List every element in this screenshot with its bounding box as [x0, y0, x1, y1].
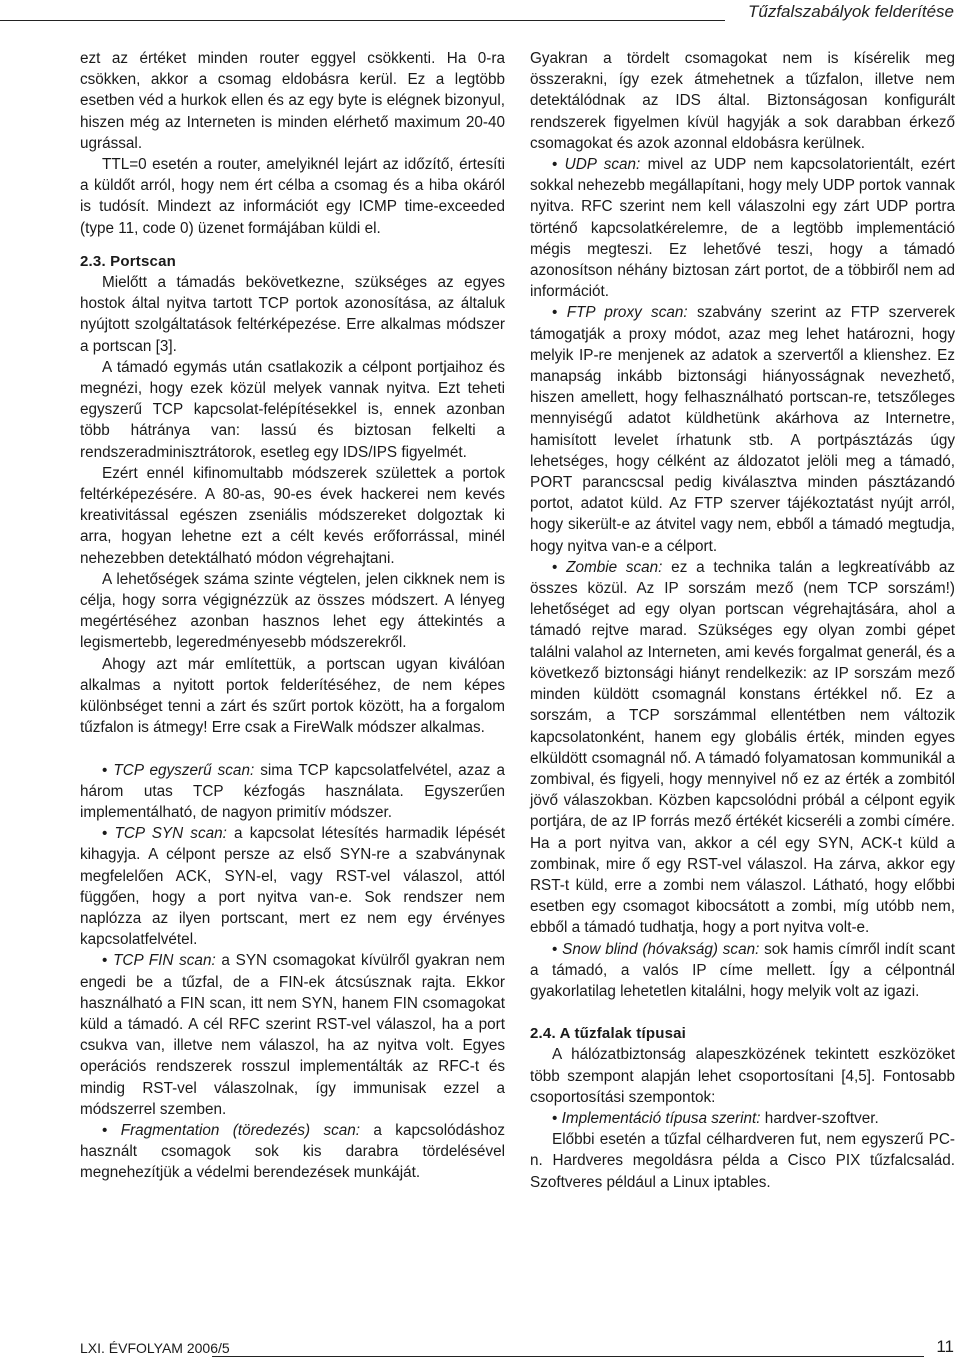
paragraph: A lehetőségek száma szinte végtelen, jelen cikknek nem is célja, hogy sorra végignézzük az összes módszert. A lényeg megértéséhez azonban hasznos lehet egy áttekintés a legismertebb, legeredményesebb módszerekről. — [80, 570, 505, 652]
bullet-tcp-fin — [80, 950, 505, 1120]
paragraph: Ahogy azt már említettük, a portscan ugyan kiválóan alkalmas a nyitott portok felderítéséhez, de nem képes különbséget tenni a zárt és szűrt portok között, ha a forgalom tűzfalon is átmegy! Erre csak a FireWalk módszer alkalmas. — [80, 655, 505, 737]
paragraph: ezt az értéket minden router eggyel csökkenti. Ha 0-ra csökken, akkor a csomag eldobásra kerül. Ez a legtöbb esetben véd a hurkok ellen és az egy byte is elégnek bizonyul, hiszen még az Interneten is minden elérhető maximum 20-40 ugrással. — [80, 50, 505, 152]
bullet-icon: • — [552, 940, 558, 958]
bullet-text: a SYN csomagokat kívülről gyakran nem engedi be a tűzfal, de a FIN-ek átcsúsznak rajta. Ekkor használható a FIN scan, itt nem SYN, hanem FIN csomagokat küld a támadó. A cél RFC szerint RST-vel válaszol, ha a port csukva van, illetve nem válaszol, ha az nyitva volt. Egyes operációs rendszerek rosszul implementálták az RFC-t és mindig RST-vel válaszolnak, így immunisak ezzel a módszerrel szemben. — [80, 952, 505, 1118]
bullet-snow-blind — [530, 939, 955, 1003]
bullet-text: mivel az UDP nem kapcsolatorientált, ezért sokkal nehezebb megállapítani, hogy mely UDP portok vannak nyitva. RFC szerint nem kell válaszolni egy zárt UDP portra történő kapcsolatkérelemre, de a legtöbb implementáció mégis megteszi. Ez lehetővé teszi, hogy a támadó azonosítson néhány biztosan zárt portot, de a többiről nem ad információt. — [530, 156, 955, 301]
bullet-term: Zombie scan: — [566, 558, 663, 576]
bullet-text: hardver-szoftver. — [760, 1109, 879, 1127]
bullet-text: ez a technika talán a legkreatívább az összes közül. Az IP sorszám mező (nem TCP sorszám!) lehetőséget ad egy olyan portscan végrehajtására, ahol a támadó rejtve marad. Szükséges egy olyan zombi gépet találni valahol az Interneten, ami kevés forgalmat generál, és a következő biztonsági hiányt rendelkezik: az IP sorszám mező minden küldött csomagnál konstans értékkel nő. Ez a sorszám, a TCP sorszámmal ellentétben nem változik kapcsolatonként, hanem egy globális érték, minden egyes elküldött csomagnál nő. A támadó folyamatosan kommunikál a zombival, és figyeli, hogy mennyivel nő ez az érték a zombitól jövő válaszokban. Közben kapcsolódni próbál a célpont egyik portjára, de az IP forrás mező értékét kicseréli a zombi címére. Ha a port nyitva van, akkor a cél egy SYN, ACK-t küld a zombinak, mire ő egy RST-vel válaszol. Ha zárva, akkor egy RST-t küld, erre a zombi nem válaszol. Látható, hogy előbbi esetben egy csomagot kibocsátott a zombi, míg utóbb nem, ebből a támadó tudhatja, hogy a port nyitva volt-e. — [530, 558, 955, 937]
paragraph: Gyakran a tördelt csomagokat nem is kísérelik meg összerakni, így ezek átmehetnek a tűzfalon, illetve nem detektálódnak az IDS által. Biztonságosan konfigurált rendszerek figyelmen kívül hagyják a sok darabban érkező csomagokat és azok azonnal eldobásra kerülnek. — [530, 50, 955, 152]
bullet-ftp-proxy — [530, 302, 955, 556]
footer-rule — [212, 1356, 924, 1357]
bullet-tcp-connect — [80, 760, 505, 824]
bullet-term: Snow blind (hóvakság) scan: — [562, 940, 760, 958]
left-column — [80, 48, 505, 1184]
bullet-icon: • — [552, 304, 558, 322]
paragraph: A támadó egymás után csatlakozik a célpont portjaihoz és megnézi, hogy ezek közül melyek vannak nyitva. Ezt teheti egyszerű TCP kapcsolat-felépítésekkel is, ennek azonban több hátránya van: lassú és biztosan felkelti a rendszeradminisztrátorok, esetleg egy IDS/IPS figyelmét. — [80, 358, 505, 461]
bullet-icon: • — [552, 558, 558, 576]
bullet-icon: • — [552, 1109, 558, 1127]
right-column — [530, 48, 955, 1193]
paragraph: A hálózatbiztonság alapeszközének tekintett eszközöket több szempont alapján lehet csoportosítani [4,5]. Fontosabb csoportosítási szempontok: — [530, 1046, 955, 1106]
section-heading-firewall-types: 2.4. A tűzfalak típusai — [530, 1025, 687, 1043]
bullet-icon: • — [102, 952, 108, 970]
bullet-zombie — [530, 557, 955, 939]
bullet-term: TCP egyszerű scan: — [113, 761, 255, 779]
bullet-term: Fragmentation (töredezés) scan: — [120, 1121, 361, 1139]
bullet-icon: • — [102, 761, 108, 779]
bullet-icon: • — [552, 156, 558, 174]
bullet-term: UDP scan: — [564, 156, 641, 174]
bullet-fragmentation — [80, 1120, 505, 1184]
paragraph: Mielőtt a támadás bekövetkezne, szükséges az egyes hostok által nyitva tartott TCP portok azonosítása, az általuk nyújtott szolgáltatások feltérképezése. Erre alkalmas módszer a portscan [3]. — [80, 274, 505, 355]
bullet-term: Implementáció típusa szerint: — [561, 1109, 761, 1127]
bullet-text: sok hamis címről indít scant a támadó, a valós IP címe mellett. Így a célpontnál gyakorlatilag lehetetlen kitalálni, hogy melyik volt az igazi. — [530, 940, 955, 1000]
page-number: 11 — [936, 1337, 954, 1356]
paragraph: TTL=0 esetén a router, amelyiknél lejárt az időzítő, értesíti a küldőt arról, hogy nem ért célba a csomag és a hiba okáról is tudósít. Mindezt az információt egy ICMP time-exceeded (type 11, code 0) üzenet formájában küldi el. — [80, 156, 505, 237]
bullet-tcp-syn — [80, 823, 505, 950]
header-rule — [0, 20, 725, 21]
bullet-term: FTP proxy scan: — [566, 304, 688, 322]
bullet-text: sima TCP kapcsolatfelvétel, azaz a három utas TCP kézfogás használata. Egyszerűen implementálható, de nagyon primitív módszer. — [80, 761, 505, 821]
bullet-text: a kapcsolat létesítés harmadik lépését kihagyja. A célpont persze az első SYN-re a szabványnak megfelelően ACK, SYN-el, vagy RST-vel válaszol, attól függően, hogy a port nyitva van-e. Sok rendszer nem naplózza az ilyen portscant, mert ez nem egy érvényes kapcsolatfelvétel. — [80, 825, 505, 949]
bullet-text: szabvány szerint az FTP szerverek támogatják a proxy módot, azaz meg lehet határozni, hogy melyik IP-re menjenek az adatok a szervertől a klienshez. Ez manapság inkább biztonsági hiányosságnak nevezhető, hiszen amellett, hogy felhasználható portscan-re, tetszőleges mennyiségű adatot küldhetünk akárhova az Internetre, hamisított levelet írhatunk stb. A portpásztázás úgy lehetséges, hogy célként az áldozatot jelöli meg a támadó, PORT parancscsal pedig kiválasztva minden pásztázandó portot, adatot küld. Az FTP szerver tájékoztatást nyújt arról, hogy sikerült-e az átvitel vagy nem, ebből a támadó megtudja, hogy nyitva van-e a célport. — [530, 304, 955, 555]
bullet-icon: • — [102, 1121, 108, 1139]
bullet-term: TCP FIN scan: — [113, 952, 216, 970]
footer-volume: LXI. ÉVFOLYAM 2006/5 — [80, 1340, 230, 1356]
bullet-text: a kapcsolódáshoz használt csomagok sok kis darabra tördelésével megnehezítjük a védelmi berendezések munkáját. — [80, 1121, 505, 1182]
bullet-term: TCP SYN scan: — [114, 825, 227, 843]
bullet-udp — [530, 154, 955, 302]
running-header-title: Tűzfalszabályok felderítése — [748, 2, 954, 21]
paragraph: Előbbi esetén a tűzfal célhardveren fut, nem egyszerű PC-n. Hardveres megoldásra példa a Cisco PIX tűzfalcsalád. Szoftveres például a Linux iptables. — [530, 1131, 955, 1191]
bullet-icon: • — [102, 825, 108, 843]
bullet-implementation-type — [530, 1108, 955, 1129]
section-heading-portscan: 2.3. Portscan — [80, 252, 176, 270]
paragraph: Ezért ennél kifinomultabb módszerek születtek a portok feltérképezésére. A 80-as, 90-es évek hackerei nem kevés kreativitással egészen zseniális módszereket dolgoztak ki arra, hogyan lehetne ezt a célt kevés erőforrással, minél nehezebben detektálható módon végrehajtani. — [80, 464, 505, 567]
